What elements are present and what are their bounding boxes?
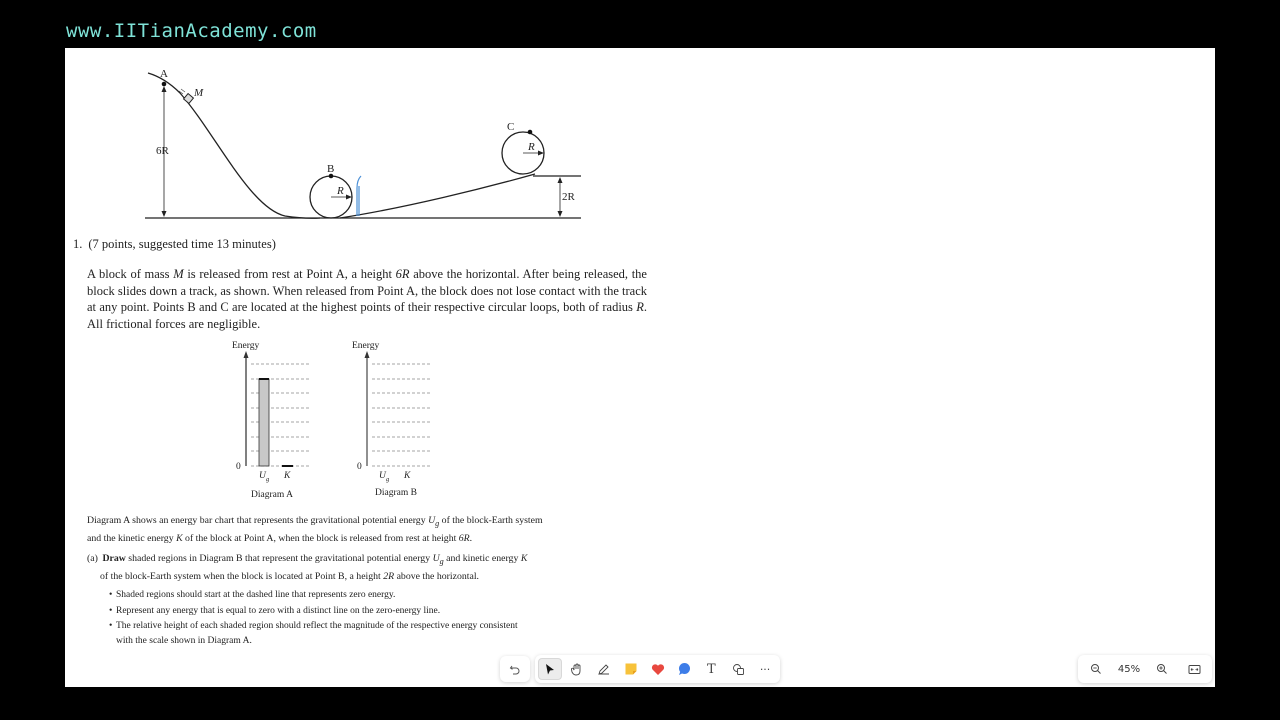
label-point-a: A	[160, 68, 168, 80]
label-radius-b: R	[337, 185, 344, 197]
svg-text:Energy: Energy	[352, 341, 380, 351]
zoom-controls	[1078, 655, 1212, 683]
svg-text:g: g	[386, 476, 390, 483]
zoom-in-button[interactable]	[1152, 659, 1172, 679]
fit-width-icon	[1188, 664, 1201, 675]
tool-pen[interactable]	[592, 658, 616, 680]
watermark-url: www.IITianAcademy.com	[66, 20, 317, 42]
instruction-item: • Represent any energy that is equal to zero with a distinct line on the zero-energy line.	[109, 604, 529, 619]
question-points: (7 points, suggested time 13 minutes)	[88, 237, 276, 251]
hand-icon	[570, 663, 583, 676]
tool-reaction[interactable]	[646, 658, 670, 680]
svg-text:U: U	[259, 471, 266, 481]
drawing-toolbar	[535, 655, 780, 683]
instructions-list	[109, 588, 529, 649]
tool-shapes[interactable]	[726, 658, 750, 680]
label-height-6r: 6R	[156, 145, 169, 157]
energy-bar-diagrams	[215, 336, 515, 506]
diagram-b	[352, 341, 430, 498]
tool-pan[interactable]	[565, 658, 589, 680]
svg-text:Diagram A: Diagram A	[251, 490, 293, 500]
zoom-out-icon	[1090, 663, 1102, 675]
document-canvas[interactable]	[65, 48, 1215, 687]
undo-button[interactable]	[500, 656, 530, 682]
svg-text:0: 0	[357, 462, 362, 472]
instruction-item: • Shaded regions should start at the dashed line that represents zero energy.	[109, 588, 529, 603]
cursor-icon	[544, 663, 556, 676]
diagram-a	[232, 341, 309, 500]
tool-select[interactable]	[538, 658, 562, 680]
svg-text:g: g	[266, 476, 270, 483]
undo-icon	[509, 663, 521, 675]
svg-text:Diagram B: Diagram B	[375, 488, 417, 498]
comment-icon	[677, 662, 691, 676]
svg-text:0: 0	[236, 462, 241, 472]
zoom-out-button[interactable]	[1086, 659, 1106, 679]
label-height-2r: 2R	[562, 191, 575, 203]
question-intro: A block of mass M is released from rest at Point A, a height 6R above the horizontal. After being released, the block slides down a track, as shown. When released from Point A, the block does not lose contact with the track at any point. Points B and C are located at the highest points of their respective circular loops, both of radius R. All frictional forces are negligible.	[87, 267, 647, 331]
track-figure	[65, 48, 625, 233]
part-a-prompt: (a) Draw shaded regions in Diagram B that represent the gravitational potential energy $U_g$ and kinetic energy K of the block-Earth system when the block is located at Point B, a height 2R above the horizontal.	[87, 553, 528, 583]
svg-text:U: U	[379, 471, 386, 481]
zoom-in-icon	[1156, 663, 1168, 675]
sticky-note-icon	[624, 662, 638, 676]
heart-icon	[651, 663, 665, 676]
text-icon: T	[706, 661, 716, 677]
zoom-level: 45%	[1117, 663, 1141, 675]
question-number: 1.	[73, 237, 83, 251]
tool-more[interactable]	[753, 658, 777, 680]
instruction-item: • The relative height of each shaded region should reflect the magnitude of the respective energy consistent with the scale shown in Diagram A.	[109, 619, 529, 648]
label-point-c: C	[507, 121, 515, 133]
question-header	[73, 237, 276, 252]
shapes-icon	[732, 663, 745, 676]
pen-icon	[597, 663, 610, 676]
svg-text:K: K	[284, 471, 291, 481]
more-icon: ···	[759, 662, 771, 676]
svg-text:K: K	[404, 471, 411, 481]
label-point-b: B	[327, 163, 335, 175]
diagram-a-description: Diagram A shows an energy bar chart that represents the gravitational potential energy $U_g$ of the block-Earth system and the kinetic energy K of the block at Point A, when the block is released from rest at height 6R.	[87, 515, 543, 545]
tool-sticky-note[interactable]	[619, 658, 643, 680]
tool-comment[interactable]	[672, 658, 696, 680]
label-radius-c: R	[528, 141, 535, 153]
label-mass: M	[194, 87, 204, 99]
fit-to-width-button[interactable]	[1184, 659, 1204, 679]
svg-text:Energy: Energy	[232, 341, 260, 351]
tool-text[interactable]	[699, 658, 723, 680]
